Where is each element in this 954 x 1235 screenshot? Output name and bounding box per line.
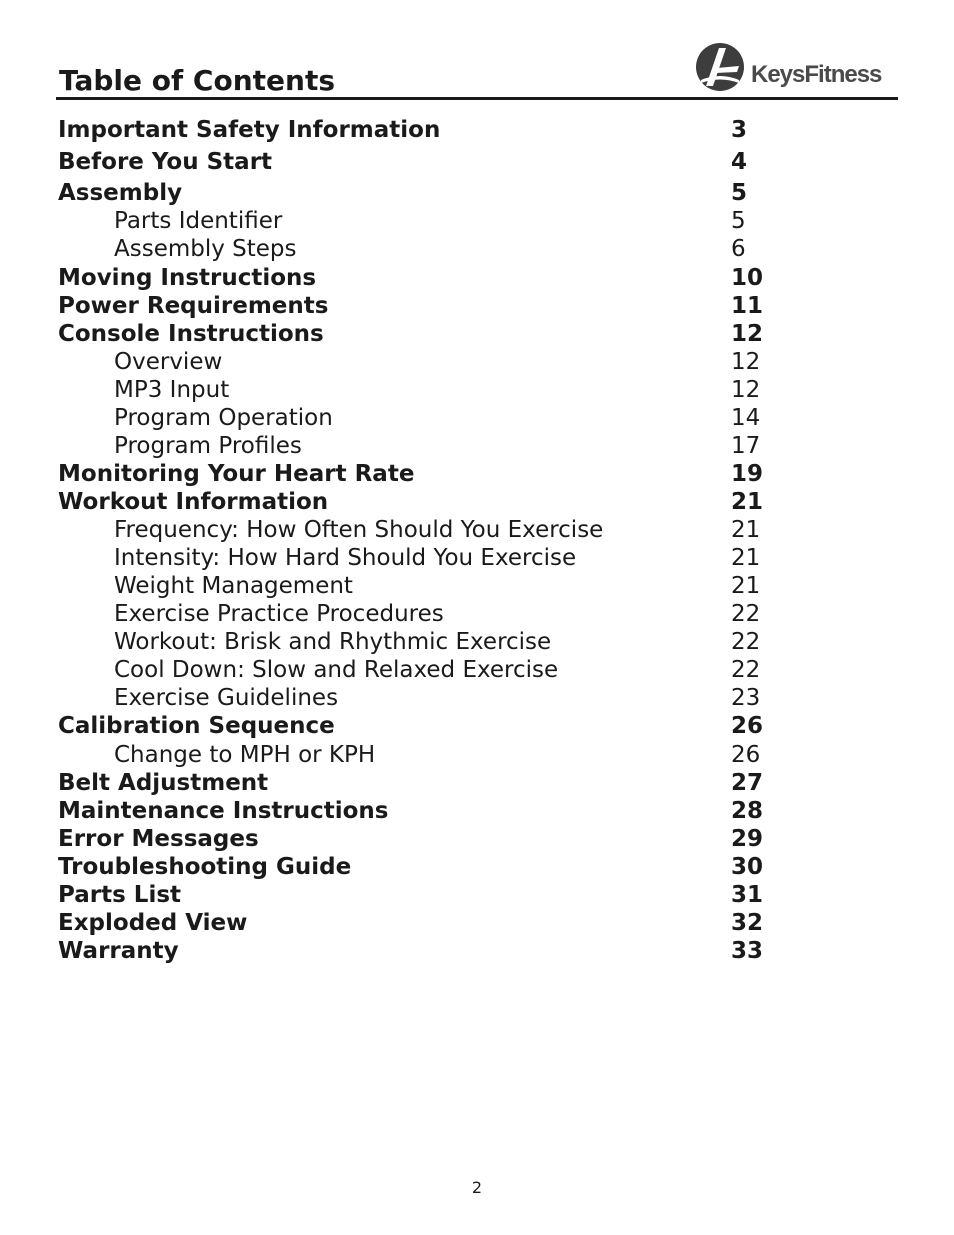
toc-entry-label: Weight Management <box>114 573 353 599</box>
toc-entry[interactable] <box>58 116 778 144</box>
toc-entry-label: Important Safety Information <box>58 117 441 143</box>
toc-entry[interactable] <box>58 853 778 881</box>
toc-entry-page: 22 <box>731 629 761 655</box>
toc-entry-label: Program Operation <box>114 405 333 431</box>
toc-entry-label: Workout: Brisk and Rhythmic Exercise <box>114 629 552 655</box>
toc-entry-page: 3 <box>731 117 748 143</box>
toc-entry-page: 5 <box>731 208 746 234</box>
toc-entry-label: Assembly Steps <box>114 236 297 262</box>
toc-entry[interactable] <box>58 148 778 176</box>
toc-entry-page: 26 <box>731 742 761 768</box>
page-title: Table of Contents <box>59 64 336 97</box>
toc-entry-label: Warranty <box>58 938 179 964</box>
toc-entry-label: Exercise Guidelines <box>114 685 339 711</box>
keys-fitness-logo <box>695 42 905 96</box>
toc-entry-label: Exercise Practice Procedures <box>114 601 444 627</box>
toc-entry-label: Cool Down: Slow and Relaxed Exercise <box>114 657 559 683</box>
toc-entry[interactable] <box>58 825 778 853</box>
toc-entry-label: Calibration Sequence <box>58 713 335 739</box>
toc-entry[interactable] <box>58 656 778 684</box>
toc-entry-label: Program Profiles <box>114 433 302 459</box>
toc-entry-page: 6 <box>731 236 746 262</box>
toc-entry-label: Before You Start <box>58 149 273 175</box>
toc-entry[interactable] <box>58 516 778 544</box>
toc-entry-page: 4 <box>731 149 748 175</box>
toc-entry-page: 33 <box>731 938 764 964</box>
toc-entry-page: 31 <box>731 882 764 908</box>
toc-entry-page: 5 <box>731 180 748 206</box>
toc-entry[interactable] <box>58 572 778 600</box>
toc-entry[interactable] <box>58 264 778 292</box>
toc-entry[interactable] <box>58 488 778 516</box>
toc-entry-page: 21 <box>731 545 761 571</box>
toc-entry-page: 32 <box>731 910 764 936</box>
toc-entry[interactable] <box>58 207 778 235</box>
toc-entry-page: 12 <box>731 377 761 403</box>
page-header <box>56 40 898 102</box>
toc-entry[interactable] <box>58 320 778 348</box>
toc-entry[interactable] <box>58 460 778 488</box>
toc-entry-page: 27 <box>731 770 764 796</box>
toc-entry-label: Frequency: How Often Should You Exercise <box>114 517 604 543</box>
toc-entry-page: 30 <box>731 854 764 880</box>
toc-entry-page: 12 <box>731 349 761 375</box>
toc-entry[interactable] <box>58 797 778 825</box>
toc-entry[interactable] <box>58 235 778 263</box>
toc-entry[interactable] <box>58 348 778 376</box>
toc-entry-label: Troubleshooting Guide <box>58 854 352 880</box>
toc-entry[interactable] <box>58 376 778 404</box>
toc-entry-label: Assembly <box>58 180 183 206</box>
toc-entry[interactable] <box>58 600 778 628</box>
toc-entry-page: 21 <box>731 517 761 543</box>
toc-entry[interactable] <box>58 741 778 769</box>
toc-entry-page: 10 <box>731 265 764 291</box>
toc-entry[interactable] <box>58 937 778 965</box>
toc-entry-page: 29 <box>731 826 764 852</box>
logo-wordmark <box>751 62 881 88</box>
toc-entry[interactable] <box>58 769 778 797</box>
toc-entry-label: Belt Adjustment <box>58 770 269 796</box>
toc-entry-page: 19 <box>731 461 764 487</box>
logo-wordmark-fitness: Fitness <box>804 61 882 88</box>
toc-entry-label: Change to MPH or KPH <box>114 742 376 768</box>
runner-logo-icon <box>695 42 745 92</box>
toc-entry[interactable] <box>58 628 778 656</box>
toc-entry[interactable] <box>58 881 778 909</box>
toc-entry-page: 14 <box>731 405 761 431</box>
toc-entry-label: Intensity: How Hard Should You Exercise <box>114 545 577 571</box>
toc-entry-page: 28 <box>731 798 764 824</box>
toc-entry-label: Parts List <box>58 882 182 908</box>
toc-entry[interactable] <box>58 712 778 740</box>
toc-entry[interactable] <box>58 432 778 460</box>
toc-entry[interactable] <box>58 684 778 712</box>
logo-wordmark-keys: Keys <box>751 61 805 88</box>
toc-entry-page: 26 <box>731 713 764 739</box>
toc-entry-page: 22 <box>731 601 761 627</box>
toc-entry-label: Error Messages <box>58 826 259 852</box>
toc-entry[interactable] <box>58 909 778 937</box>
toc-entry-label: Workout Information <box>58 489 329 515</box>
toc-entry-page: 17 <box>731 433 761 459</box>
toc-entry[interactable] <box>58 179 778 207</box>
header-rule <box>56 97 898 100</box>
toc-entry-page: 23 <box>731 685 761 711</box>
toc-entry[interactable] <box>58 544 778 572</box>
toc-entry-label: Maintenance Instructions <box>58 798 389 824</box>
toc-entry-page: 21 <box>731 573 761 599</box>
toc-entry-label: Overview <box>114 349 223 375</box>
page-number: 2 <box>471 1178 483 1197</box>
toc-entry-label: Power Requirements <box>58 293 329 319</box>
toc-entry-label: Monitoring Your Heart Rate <box>58 461 415 487</box>
toc-entry[interactable] <box>58 292 778 320</box>
toc-entry-page: 12 <box>731 321 764 347</box>
toc-entry-page: 22 <box>731 657 761 683</box>
toc-entry-label: Exploded View <box>58 910 248 936</box>
toc-entry-page: 11 <box>731 293 764 319</box>
toc-entry-label: Moving Instructions <box>58 265 317 291</box>
toc-entry[interactable] <box>58 404 778 432</box>
toc-entry-label: MP3 Input <box>114 377 230 403</box>
toc-entry-page: 21 <box>731 489 764 515</box>
toc-entry-label: Console Instructions <box>58 321 324 347</box>
toc-entry-label: Parts Identifier <box>114 208 283 234</box>
